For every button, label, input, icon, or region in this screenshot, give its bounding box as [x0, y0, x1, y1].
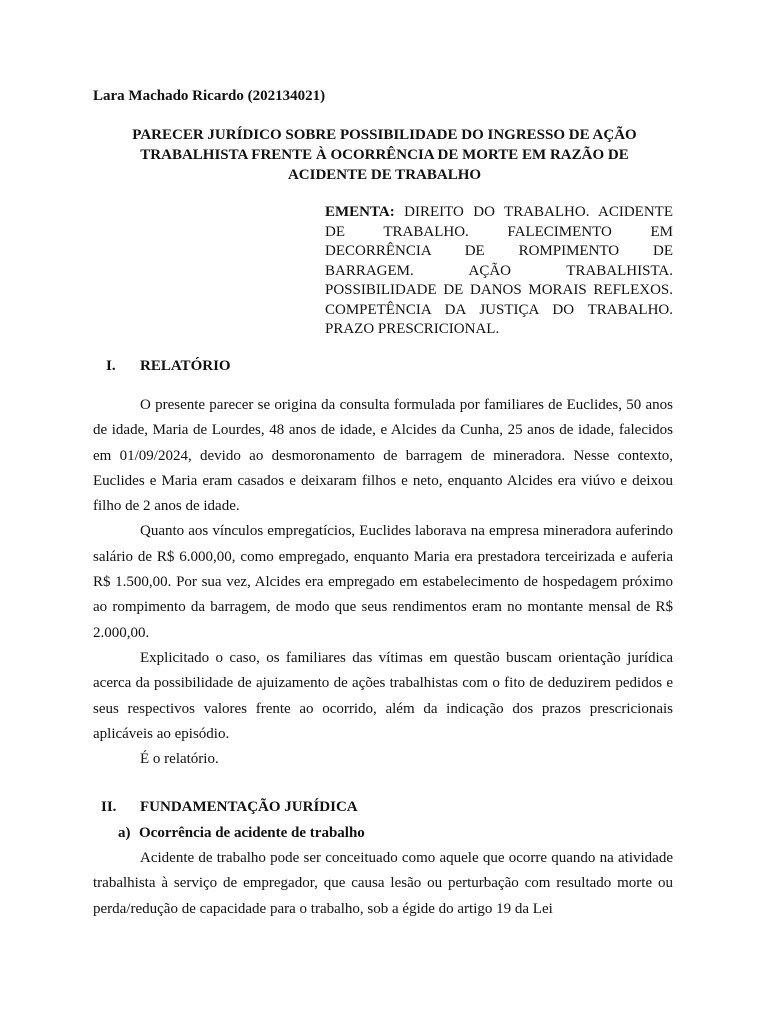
paragraph: Acidente de trabalho pode ser conceituado como aquele que ocorre quando na atividade trabalhista à serviço de empregador, que causa lesão ou perturbação com resultado morte ou perda/redução de capacidade para o trabalho, sob a égide do artigo 19 da Lei — [93, 850, 673, 917]
document-title — [93, 125, 676, 185]
paragraph: Quanto aos vínculos empregatícios, Euclides laborava na empresa mineradora auferindo salário de R$ 6.000,00, como empregado, enquanto Maria era prestadora terceirizada e auferia R$ 1.500,00. Por sua vez, Alcides era empregado em estabelecimento de hospedagem próximo ao rompimento da barragem, de modo que seus rendimentos eram no montante mensal de R$ 2.000,00. — [93, 523, 673, 641]
paragraph: É o relatório. — [140, 751, 219, 768]
section-title: RELATÓRIO — [140, 358, 231, 374]
section-number: I. — [106, 358, 116, 374]
title-line: ACIDENTE DE TRABALHO — [287, 167, 482, 183]
paragraph: Explicitado o caso, os familiares das vítimas em questão buscam orientação jurídica acerca da possibilidade de ajuizamento de ações trabalhistas com o fito de deduzirem pedidos e seus respectivos valores frente ao ocorrido, além da indicação dos prazos prescricionais aplicáveis ao episódio. — [93, 649, 673, 742]
subsection-title: Ocorrência de acidente de trabalho — [139, 825, 365, 841]
paragraph: O presente parecer se origina da consulta formulada por familiares de Euclides, 50 anos de idade, Maria de Lourdes, 48 anos de idade, e Alcides da Cunha, 25 anos de idade, falecidos em 01/09/2024, devido ao desmoronamento de barragem de mineradora. Nesse contexto, Euclides e Maria eram casados e deixaram filhos e neto, enquanto Alcides era viúvo e deixou filho de 2 anos de idade. — [93, 397, 673, 515]
title-line: PARECER JURÍDICO SOBRE POSSIBILIDADE DO INGRESSO DE AÇÃO — [132, 127, 637, 143]
section-number: II. — [101, 799, 117, 815]
author-line: Lara Machado Ricardo (202134021) — [93, 88, 326, 104]
subsection-number: a) — [118, 825, 131, 841]
ementa-text: DIREITO DO TRABALHO. ACIDENTE DE TRABALHO. FALECIMENTO EM DECORRÊNCIA DE ROMPIMENTO DE BARRAGEM. AÇÃO TRABALHISTA. POSSIBILIDADE DE DANOS MORAIS REFLEXOS. COMPETÊNCIA DA JUSTIÇA DO TRABALHO. PRAZO PRESCRICIONAL. — [325, 204, 673, 337]
ementa-block — [325, 203, 673, 340]
ementa-label: EMENTA: — [325, 204, 395, 220]
section-title: FUNDAMENTAÇÃO JURÍDICA — [140, 799, 358, 815]
section-body-fundamentacao — [93, 846, 673, 922]
section-body-relatorio — [93, 393, 673, 772]
title-line: TRABALHISTA FRENTE À OCORRÊNCIA DE MORTE EM RAZÃO DE — [140, 147, 629, 163]
